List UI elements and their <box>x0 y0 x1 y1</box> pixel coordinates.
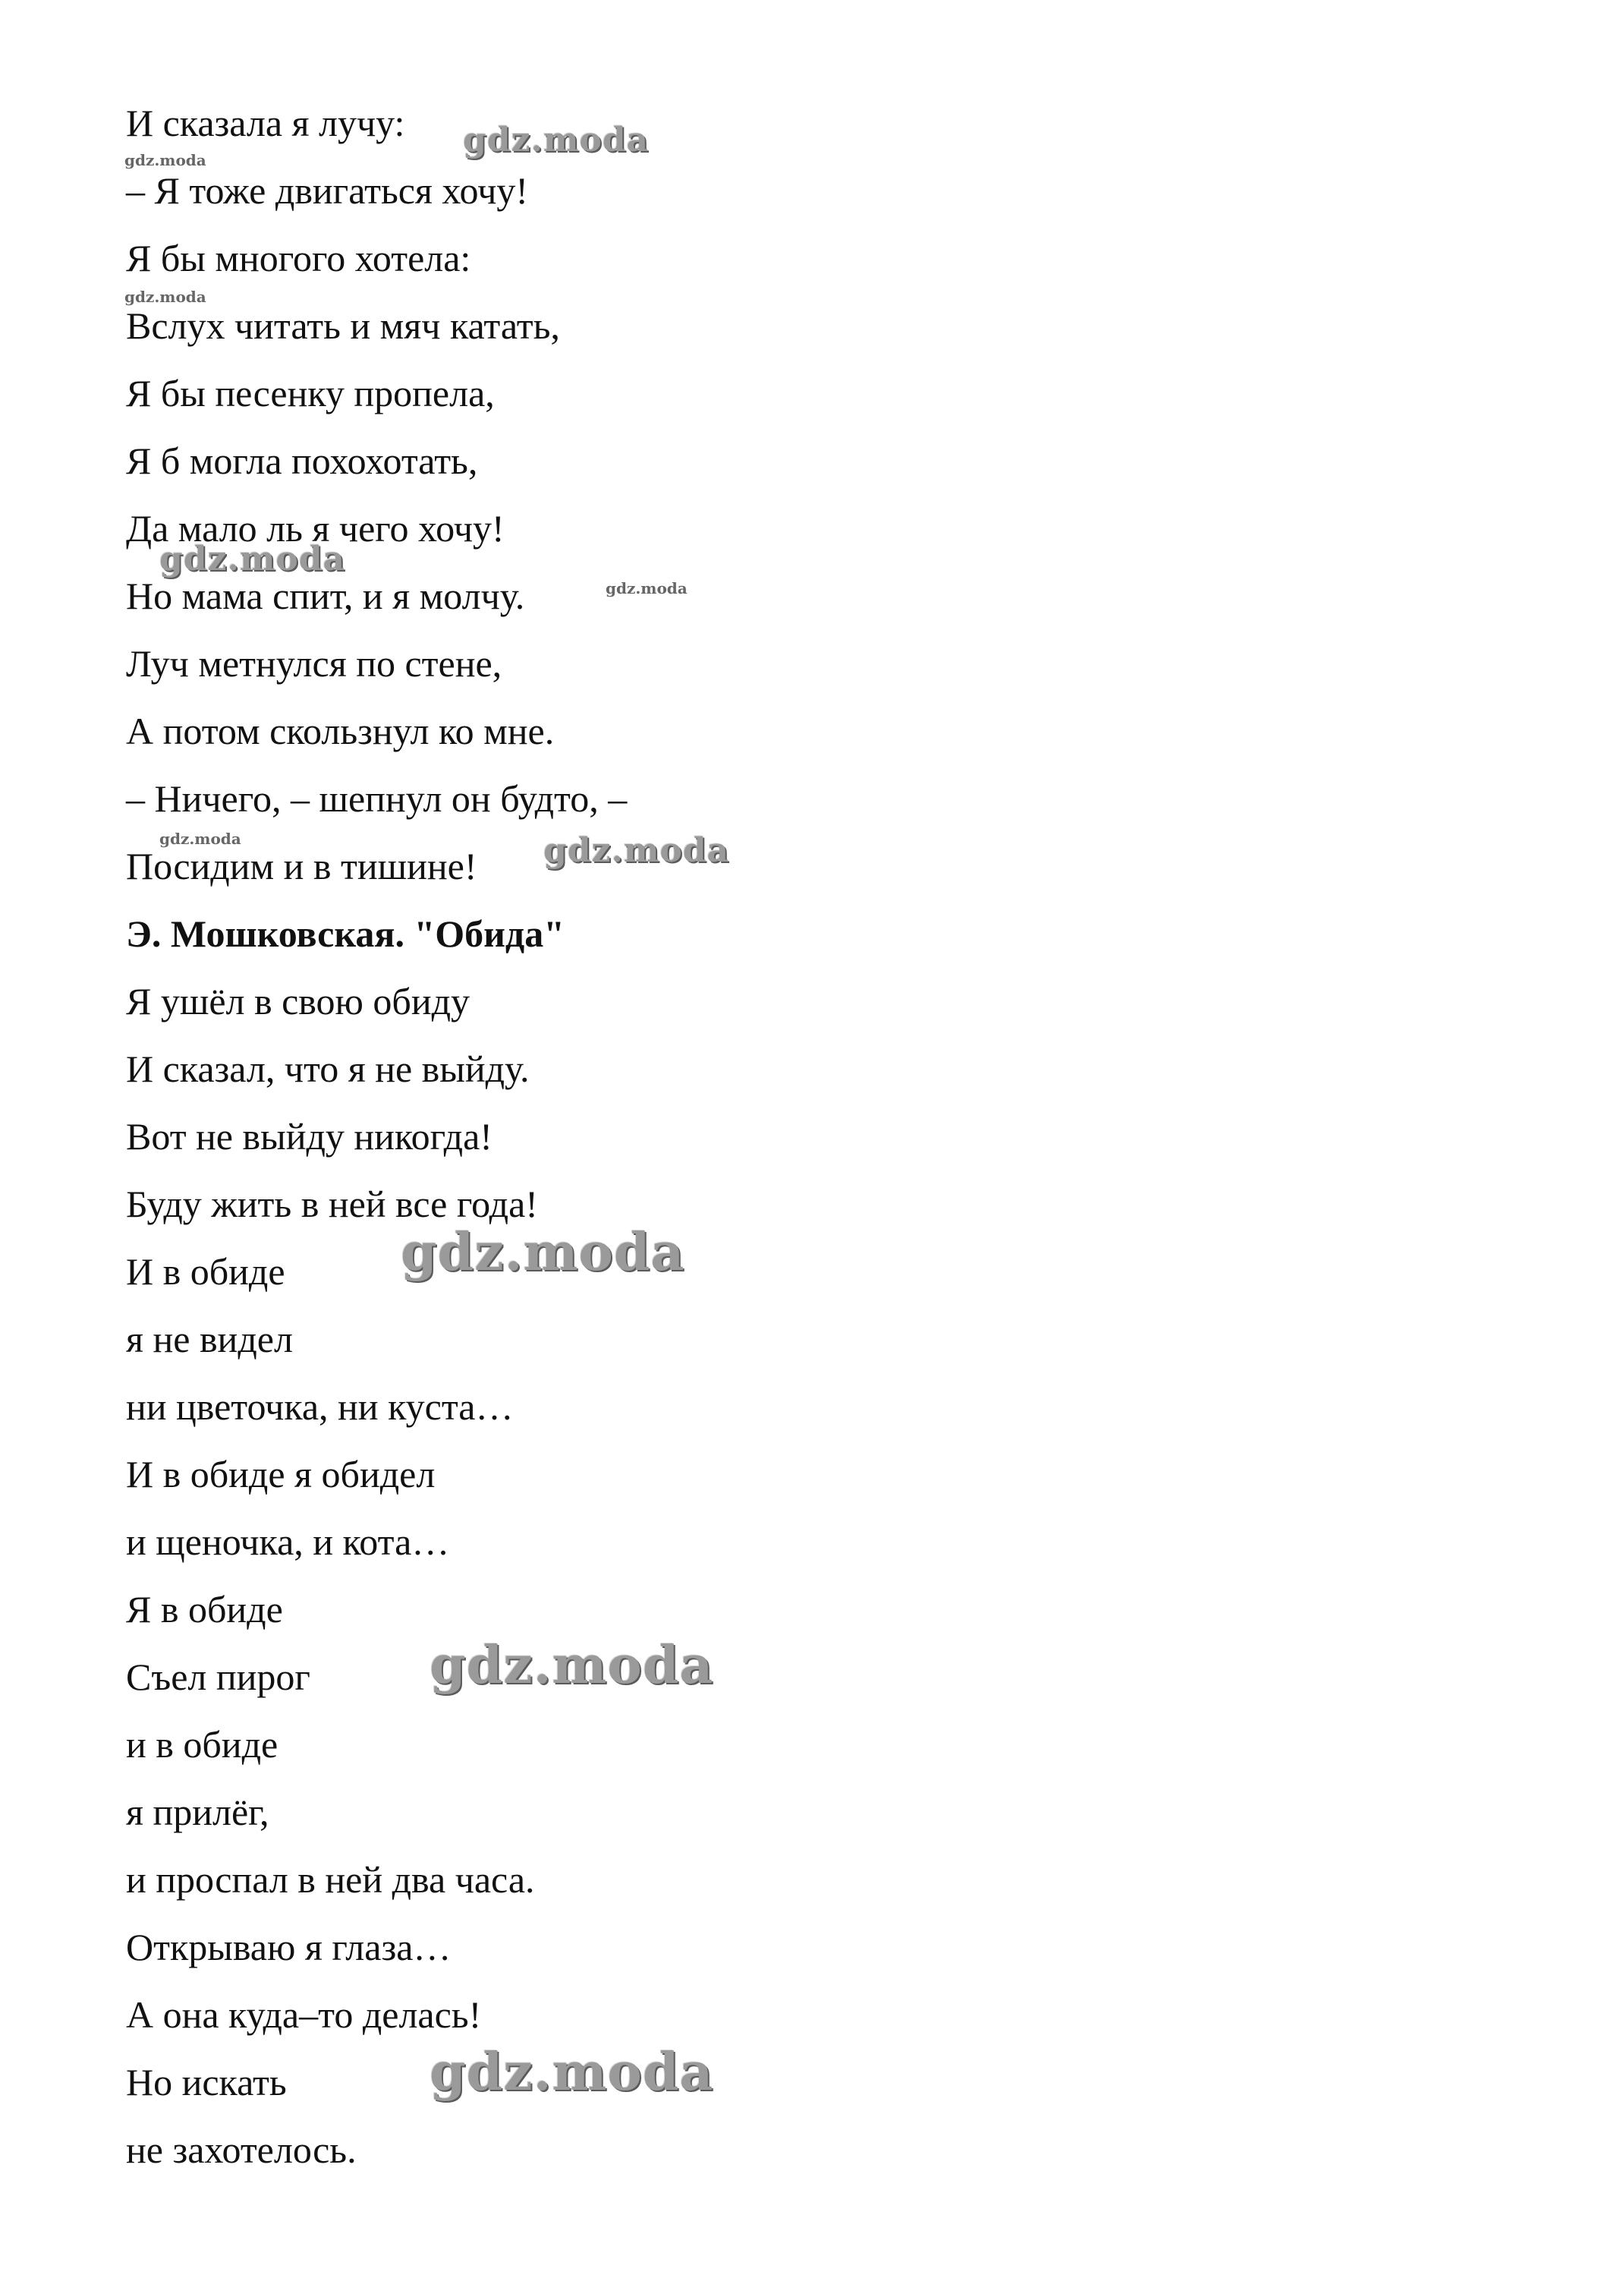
poem-line: И сказал, что я не выйду. <box>126 1048 530 1090</box>
poem-line: А потом скользнул ко мне. <box>126 710 555 752</box>
poem-line: Луч метнулся по стене, <box>126 642 502 685</box>
watermark: gdz.moda <box>124 151 206 169</box>
poem-line: Я ушёл в свою обиду <box>126 980 471 1022</box>
poem-line: Посидим и в тишине! <box>126 845 477 887</box>
poem-line: и в обиде <box>126 1723 279 1766</box>
poem-line: Вот не выйду никогда! <box>126 1115 493 1158</box>
watermark: gdz.moda <box>543 831 730 870</box>
poem-line: Буду жить в ней все года! <box>126 1183 538 1225</box>
poem-line: И сказала я лучу: <box>126 102 405 144</box>
poem-line: я прилёг, <box>126 1791 269 1833</box>
poem-line: Вслух читать и мяч катать, <box>126 304 560 347</box>
watermark: gdz.moda <box>606 579 688 597</box>
poem-line: А она куда–то делась! <box>126 1993 482 2036</box>
watermark: gdz.moda <box>430 2042 714 2103</box>
poem-line: – Я тоже двигаться хочу! <box>126 169 529 212</box>
poem-line: ни цветочка, ни куста… <box>126 1385 514 1428</box>
watermark: gdz.moda <box>124 288 206 306</box>
poem-line: Я в обиде <box>126 1588 283 1631</box>
poem-line: Я б могла похохотать, <box>126 440 478 482</box>
poem-line: Открываю я глаза… <box>126 1926 452 1968</box>
watermark: gdz.moda <box>463 121 650 159</box>
watermark: gdz.moda <box>159 540 346 578</box>
watermark: gdz.moda <box>401 1222 685 1283</box>
poem-line: Да мало ль я чего хочу! <box>126 507 505 550</box>
poem-line: И в обиде <box>126 1250 285 1293</box>
watermark: gdz.moda <box>159 830 241 848</box>
poem-line: и щеночка, и кота… <box>126 1520 450 1563</box>
poem-line: я не видел <box>126 1318 293 1360</box>
poem-line: Я бы песенку пропела, <box>126 372 495 414</box>
poem-line: Съел пирог <box>126 1656 310 1698</box>
poem-line: Но мама спит, и я молчу. <box>126 575 525 617</box>
poem-line: Но искать <box>126 2061 287 2103</box>
poem-line: Я бы многого хотела: <box>126 237 471 279</box>
poem-line: и проспал в ней два часа. <box>126 1858 535 1901</box>
poem-line: – Ничего, – шепнул он будто, – <box>126 777 628 820</box>
watermark: gdz.moda <box>430 1635 714 1696</box>
poem-line: И в обиде я обидел <box>126 1453 436 1495</box>
poem-title: Э. Мошковская. "Обида" <box>126 912 565 955</box>
poem-line: не захотелось. <box>126 2128 357 2171</box>
